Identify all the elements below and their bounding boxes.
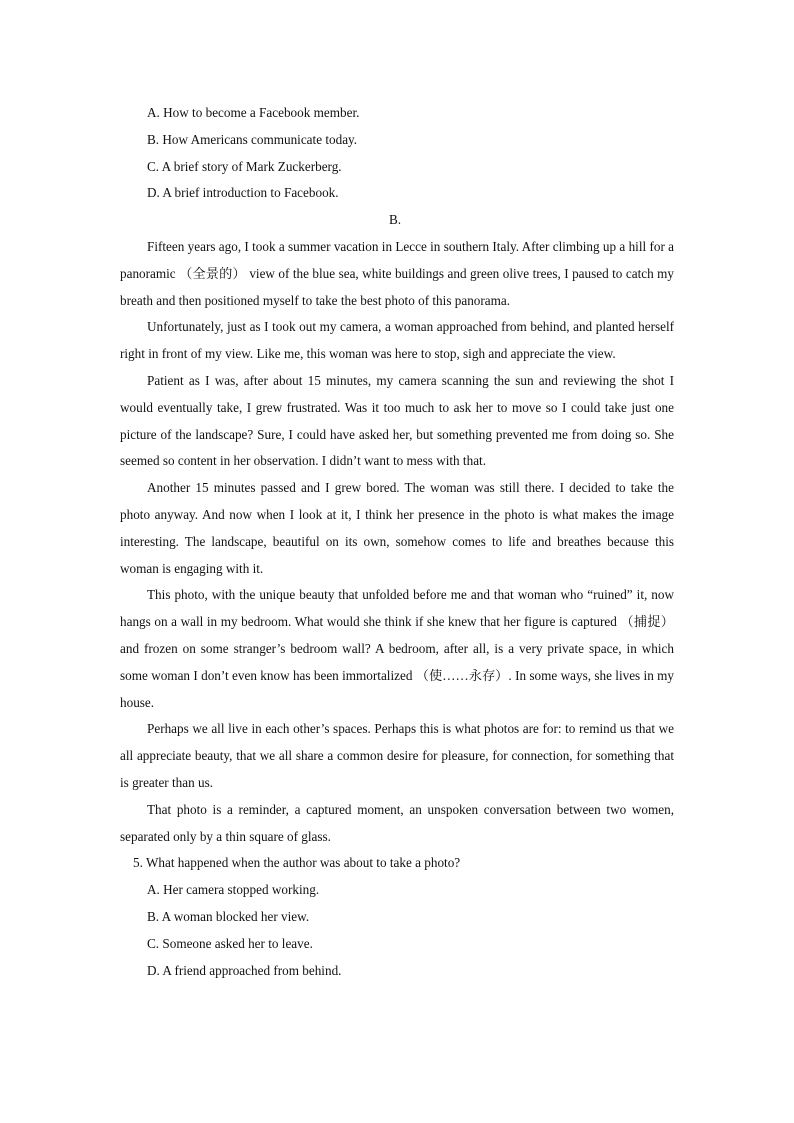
option-d: D. A brief introduction to Facebook. (147, 185, 339, 201)
question-5-stem: 5. What happened when the author was about to take a photo? (133, 855, 461, 871)
question-5-option-a: A. Her camera stopped working. (147, 882, 320, 898)
option-b: B. How Americans communicate today. (147, 131, 358, 147)
option-a: A. How to become a Facebook member. (147, 105, 360, 120)
question-5-option-d: D. A friend approached from behind. (147, 962, 342, 978)
section-b-title: B. (388, 212, 402, 228)
document-page (120, 100, 674, 984)
paragraph-3: Patient as I was, after about 15 minutes, my camera scanning the sun and reviewing the shot I would eventually take, I grew frustrated. Was it too much to ask her to move so I could take just one picture of the landscape? Sure, I could have asked her, but something prevented me from doing so. She seemed so content in her observation. I didn’t want to mess with that. (120, 372, 674, 469)
paragraph-5: This photo, with the unique beauty that unfolded before me and that woman who “ruined” it, now hangs on a wall in my bedroom. What would she think if she knew that her figure is captured （捕捉） and frozen on some stranger’s bedroom wall? A bedroom, after all, is a very private space, in which some woman I don’t even know has been immortalized （使……永存）. In some ways, she lives in my house. (120, 587, 674, 710)
paragraph-1: Fifteen years ago, I took a summer vacation in Lecce in southern Italy. After climbing up a hill for a panoramic （全景的） view of the blue sea, white buildings and green olive trees, I paused to catch my breath and then positioned myself to take the best photo of this panorama. (120, 238, 674, 308)
paragraph-7: That photo is a reminder, a captured moment, an unspoken conversation between two women, separated only by a thin square of glass. (120, 801, 674, 844)
paragraph-4: Another 15 minutes passed and I grew bored. The woman was still there. I decided to take the photo anyway. And now when I look at it, I think her presence in the photo is what makes the image interesting. The landscape, beautiful on its own, somehow comes to life and breathes because this woman is engaging with it. (120, 480, 674, 576)
paragraph-2: Unfortunately, just as I took out my camera, a woman approached from behind, and planted herself right in front of my view. Like me, this woman was here to stop, sigh and appreciate the view. (120, 319, 674, 362)
question-5-option-c: C. Someone asked her to leave. (147, 935, 313, 951)
question-5-option-b: B. A woman blocked her view. (147, 908, 310, 924)
paragraph-6: Perhaps we all live in each other’s spaces. Perhaps this is what photos are for: to remind us that we all appreciate beauty, that we all share a common desire for pleasure, for connection, for something that is greater than us. (120, 721, 674, 790)
option-c: C. A brief story of Mark Zuckerberg. (147, 158, 342, 174)
